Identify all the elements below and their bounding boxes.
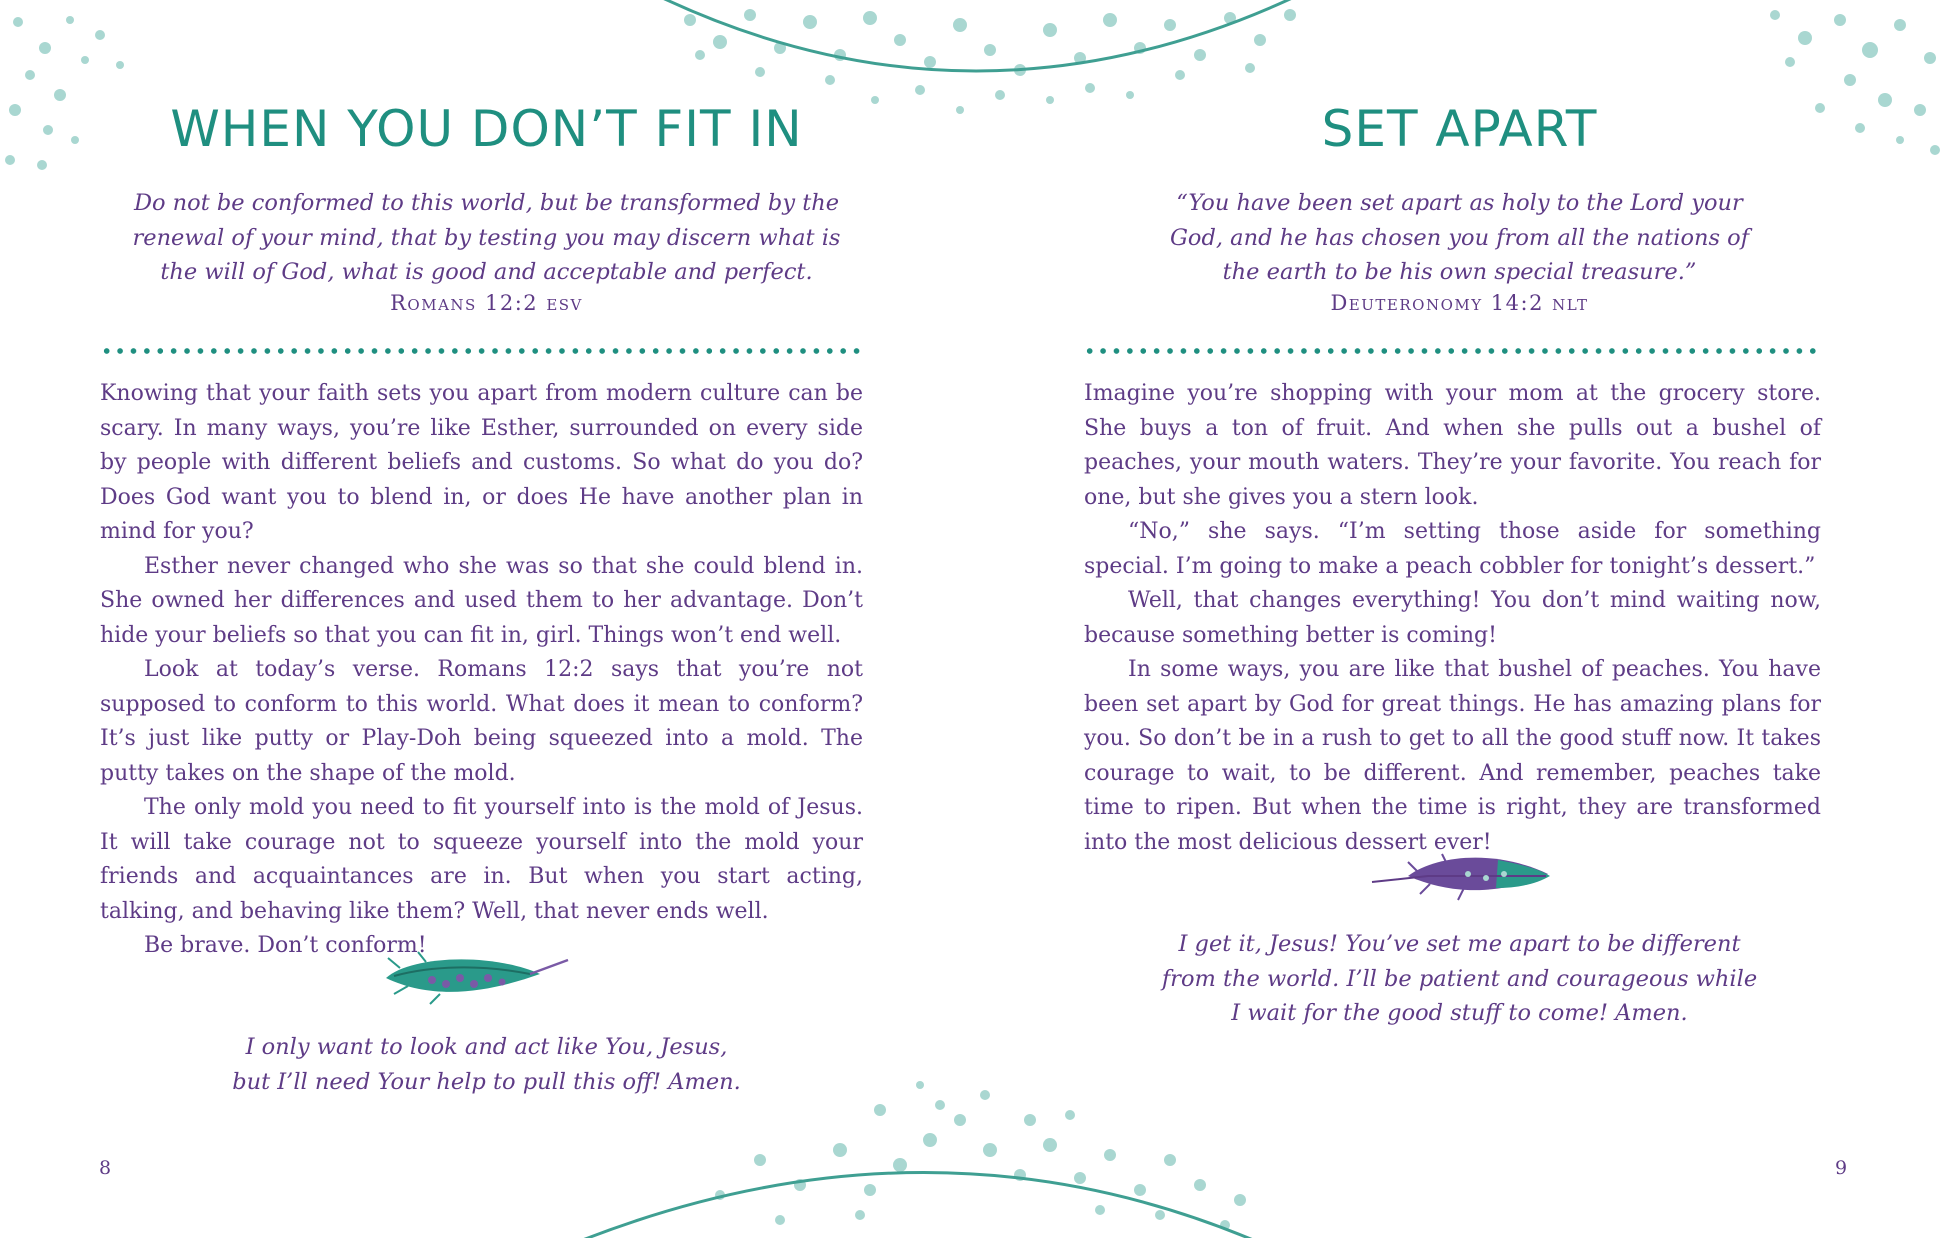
left-prayer	[0, 1030, 973, 1099]
prayer-line: I get it, Jesus! You’ve set me apart to be different	[1178, 931, 1741, 957]
right-verse	[973, 186, 1946, 290]
feather-icon	[1368, 846, 1558, 906]
left-page-title: WHEN YOU DON’T FIT IN	[170, 100, 803, 158]
left-verse-line: renewal of your mind, that by testing you may discern what is	[132, 224, 841, 251]
body-paragraph: Knowing that your faith sets you apart from modern culture can be scary. In many ways, you’re like Esther, surrounded on every side by people with different beliefs and customs. So what do you do? Does God want you to blend in, or does He have another plan in mind for you?	[100, 381, 863, 544]
right-verse-reference: Deuteronomy 14:2 nlt	[1330, 291, 1589, 315]
left-verse-line: the will of God, what is good and acceptable and perfect.	[160, 259, 813, 285]
left-body-text	[100, 377, 863, 964]
left-verse-reference: Romans 12:2 esv	[390, 291, 583, 315]
body-paragraph: Imagine you’re shopping with your mom at the grocery store. She buys a ton of fruit. And when she pulls out a bushel of peaches, your mouth waters. They’re your favorite. You reach for one, but she gives you a stern look.	[1084, 381, 1821, 510]
left-verse-line: Do not be conformed to this world, but be transformed by the	[133, 190, 840, 216]
right-verse-line: the earth to be his own special treasure.”	[1222, 259, 1697, 285]
prayer-line: but I’ll need Your help to pull this off! Amen.	[232, 1068, 741, 1095]
prayer-line: I wait for the good stuff to come! Amen.	[1231, 1000, 1688, 1026]
body-paragraph: In some ways, you are like that bushel of peaches. You have been set apart by God for great things. He has amazing plans for you. So don’t be in a rush to get to all the good stuff now. It takes courage to wait, to be different. And remember, peaches take time to ripen. But when the time is right, they are transformed into the most delicious dessert ever!	[1084, 657, 1821, 855]
prayer-line: I only want to look and act like You, Jesus,	[245, 1034, 728, 1060]
body-paragraph: “No,” she says. “I’m setting those aside for something special. I’m going to make a peach cobbler for tonight’s dessert.”	[1084, 519, 1821, 579]
body-paragraph: Esther never changed who she was so that she could blend in. She owned her differences and used them to her advantage. Don’t hide your beliefs so that you can fit in, girl. Things won’t end well.	[100, 553, 863, 648]
right-verse-line: God, and he has chosen you from all the nations of	[1169, 224, 1750, 251]
right-dotted-divider	[1083, 347, 1823, 355]
feather-icon	[380, 948, 570, 1008]
left-verse	[0, 186, 973, 290]
body-paragraph: Be brave. Don’t conform!	[144, 933, 427, 958]
page-number: 9	[1835, 1157, 1848, 1179]
body-paragraph: Well, that changes everything! You don’t mind waiting now, because something better is coming!	[1084, 588, 1821, 648]
right-body-text	[1084, 377, 1821, 860]
right-verse-line: “You have been set apart as holy to the Lord your	[1176, 190, 1743, 216]
left-dotted-divider	[100, 347, 865, 355]
prayer-line: from the world. I’ll be patient and courageous while	[1161, 965, 1758, 992]
body-paragraph: Look at today’s verse. Romans 12:2 says that you’re not supposed to conform to this world. What does it mean to conform? It’s just like putty or Play-Doh being squeezed into a mold. The putty takes on the shape of the mold.	[100, 657, 863, 786]
body-paragraph: The only mold you need to fit yourself into is the mold of Jesus. It will take courage not to squeeze yourself into the mold your friends and acquaintances are in. But when you start acting, talking, and behaving like them? Well, that never ends well.	[100, 795, 863, 924]
right-page-title: SET APART	[1321, 100, 1598, 158]
page-number: 8	[99, 1157, 112, 1179]
right-prayer	[973, 927, 1946, 1031]
right-page	[973, 0, 1946, 1238]
